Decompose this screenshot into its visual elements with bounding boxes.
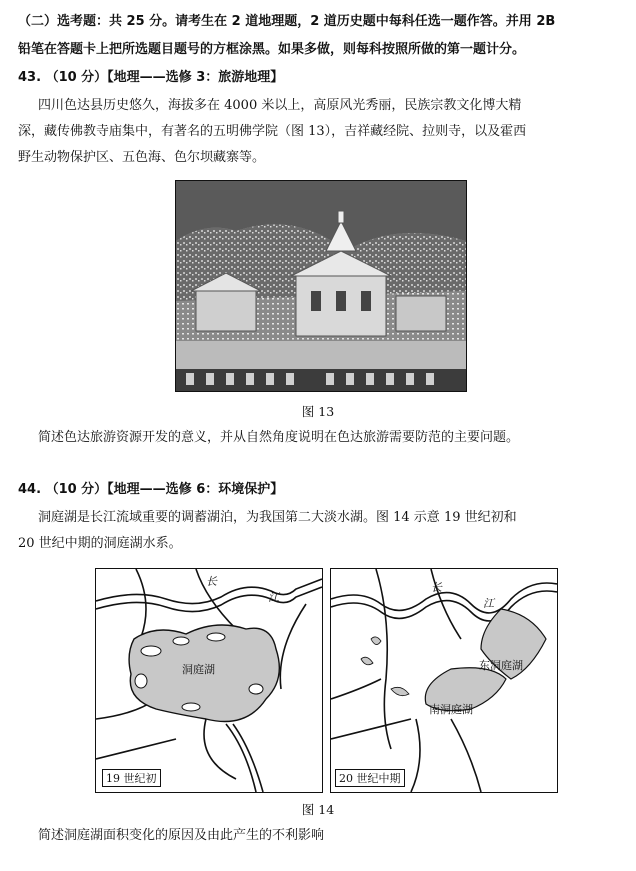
q43-heading-row bbox=[18, 68, 283, 88]
map2-east-lake-label: 东洞庭湖 bbox=[479, 659, 523, 672]
map1-lake-label: 洞庭湖 bbox=[182, 663, 215, 676]
figure-14-caption: 图 14 bbox=[301, 802, 335, 817]
q44-number: 44. bbox=[18, 482, 42, 497]
map1-period-label: 19 世纪初 bbox=[102, 769, 161, 787]
q43-paragraph-line-2: 深，藏传佛教寺庙集中，有著名的五明佛学院（图 13），吉祥藏经院、拉则寺，以及霍西 bbox=[18, 124, 527, 139]
q43-question: 简述色达旅游资源开发的意义，并从自然角度说明在色达旅游需要防范的主要问题。 bbox=[38, 430, 520, 445]
map1-chang-label: 长 bbox=[206, 575, 217, 588]
map2-jiang-label: 江 bbox=[483, 597, 494, 610]
q43-heading: （10 分）【地理——选修 3：旅游地理】 bbox=[45, 70, 284, 85]
map-20th-century bbox=[330, 568, 558, 793]
map1-jiang-label: 江 bbox=[268, 591, 279, 604]
q44-paragraph-line-2: 20 世纪中期的洞庭湖水系。 bbox=[18, 536, 182, 551]
figure-13-caption: 图 13 bbox=[301, 404, 335, 419]
q44-heading-row bbox=[18, 480, 283, 500]
section-instructions-line-2: 铅笔在答题卡上把所选题目题号的方框涂黑。如果多做，则每科按照所做的第一题计分。 bbox=[18, 42, 526, 57]
q43-number: 43. bbox=[18, 70, 42, 85]
q44-paragraph-line-1: 洞庭湖是长江流域重要的调蓄湖泊，为我国第二大淡水湖。图 14 示意 19 世纪初和 bbox=[38, 510, 517, 525]
q43-paragraph-line-3: 野生动物保护区、五色海、色尔坝藏寨等。 bbox=[18, 150, 266, 165]
q44-heading: （10 分）【地理——选修 6：环境保护】 bbox=[45, 482, 284, 497]
monastery-photo bbox=[175, 180, 467, 392]
map2-period-label: 20 世纪中期 bbox=[335, 769, 405, 787]
q43-paragraph-line-1: 四川色达县历史悠久，海拔多在 4000 米以上，高原风光秀丽，民族宗教文化博大精 bbox=[38, 98, 522, 113]
map-19th-century bbox=[95, 568, 323, 793]
map2-chang-label: 长 bbox=[431, 581, 442, 594]
q44-question: 简述洞庭湖面积变化的原因及由此产生的不利影响 bbox=[38, 828, 325, 843]
section-instructions-line-1: （二）选考题：共 25 分。请考生在 2 道地理题，2 道历史题中每科任选一题作答。并用 2B bbox=[18, 14, 556, 29]
map2-south-lake-label: 南洞庭湖 bbox=[429, 703, 473, 716]
